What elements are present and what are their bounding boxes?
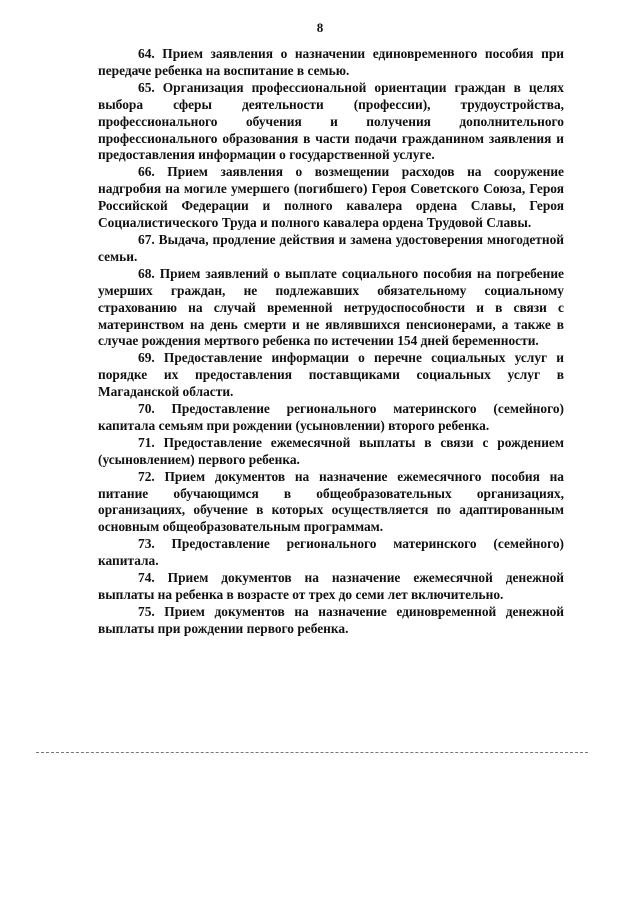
- list-item-67: 67. Выдача, продление действия и замена удостоверения многодетной семьи.: [98, 231, 564, 264]
- list-item-69: 69. Предоставление информации о перечне социальных услуг и порядке их предоставления поставщиками социальных услуг в Магаданской области.: [98, 350, 564, 400]
- document-body: [98, 46, 564, 638]
- list-item-68: 68. Прием заявлений о выплате социального пособия на погребение умерших граждан, не подлежавших обязательному социальному страхованию на случай временной нетрудоспособности и в связи с материнством на день смерти и не являвшихся пенсионерами, а также в случае рождения мертвого ребенка по истечении 154 дней беременности.: [98, 265, 564, 349]
- list-item-70: 70. Предоставление регионального материнского (семейного) капитала семьям при рождении (усыновлении) второго ребенка.: [98, 401, 564, 433]
- list-item-72: 72. Прием документов на назначение ежемесячного пособия на питание обучающимся в общеобразовательных организациях, организациях, обучение в которых осуществляется по адаптированным основным общеобразовательным программам.: [98, 468, 564, 535]
- list-item-74: 74. Прием документов на назначение ежемесячной денежной выплаты на ребенка в возрасте от трех до семи лет включительно.: [98, 570, 564, 602]
- footer-divider: [36, 752, 588, 753]
- list-item-66: 66. Прием заявления о возмещении расходов на сооружение надгробия на могиле умершего (погибшего) Героя Советского Союза, Героя Российской Федерации и полного кавалера ордена Славы, Героя Социалистического Труда и полного кавалера ордена Трудовой Славы.: [98, 164, 564, 231]
- list-item-71: 71. Предоставление ежемесячной выплаты в связи с рождением (усыновлением) первого ребенка.: [98, 434, 564, 467]
- list-item-73: 73. Предоставление регионального материнского (семейного) капитала.: [98, 536, 564, 569]
- page-number: 8: [316, 20, 324, 35]
- list-item-75: 75. Прием документов на назначение единовременной денежной выплаты при рождении первого ребенка.: [98, 603, 564, 636]
- list-item-64: 64. Прием заявления о назначении единовременного пособия при передаче ребенка на воспитание в семью.: [98, 46, 564, 78]
- list-item-65: 65. Организация профессиональной ориентации граждан в целях выбора сферы деятельности (профессии), трудоустройства, профессионального обучения и получения дополнительного профессионального образования в части подачи гражданином заявления и предоставления информации о государственной услуге.: [98, 79, 564, 163]
